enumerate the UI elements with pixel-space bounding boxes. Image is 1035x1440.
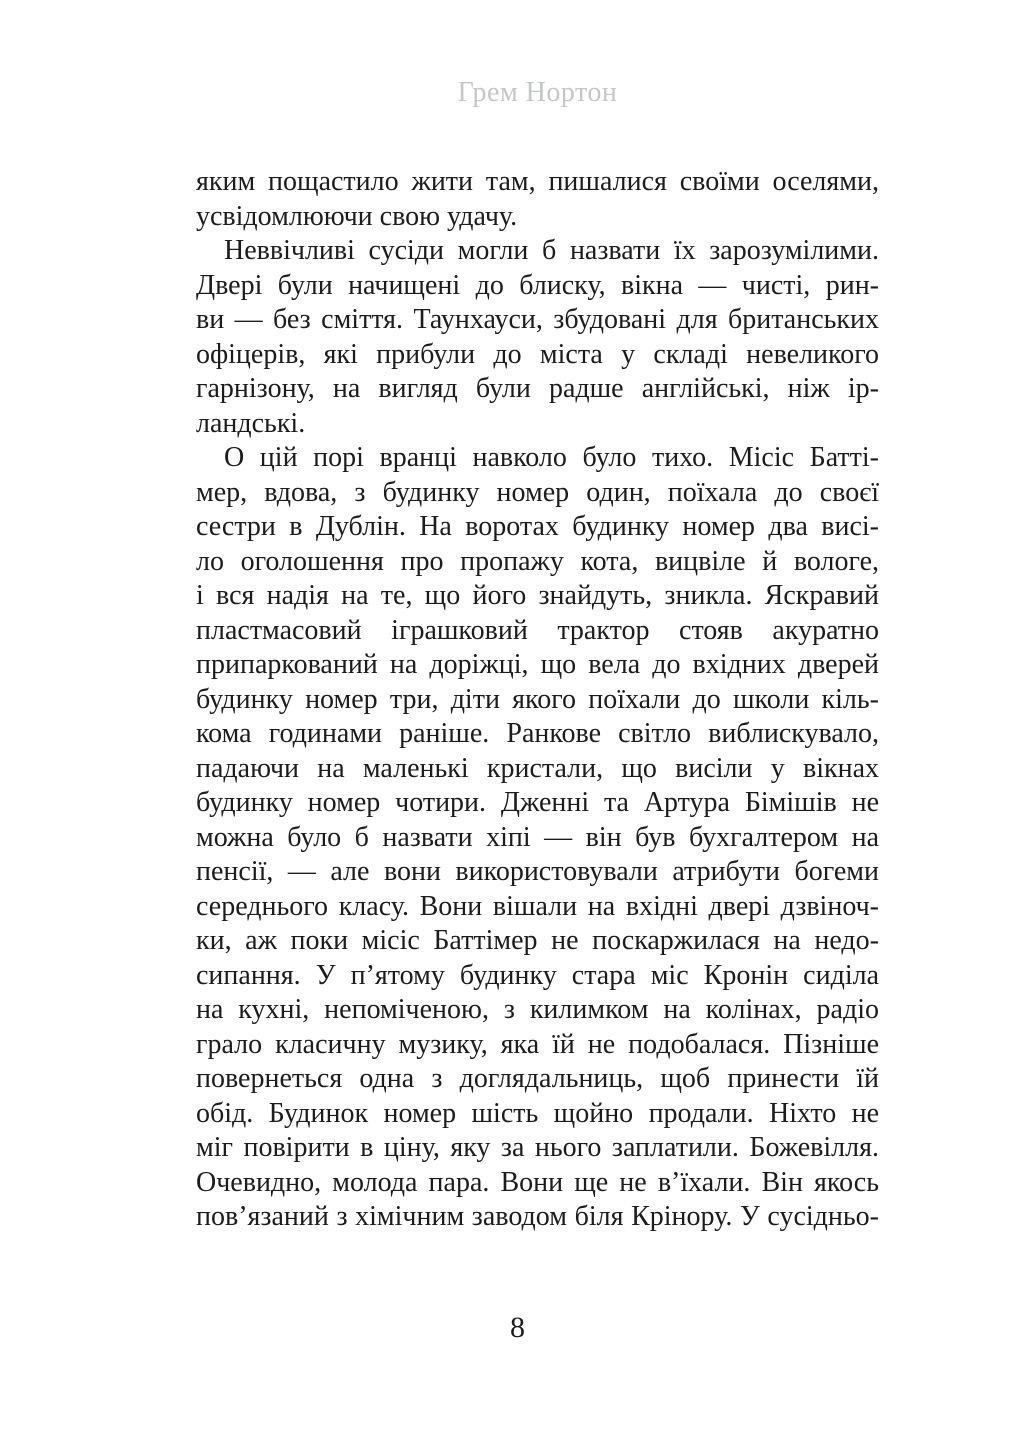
text-line: кома годинами раніше. Ранкове світло виблискувало, bbox=[196, 718, 879, 749]
text-line: будинку номер чотири. Дженні та Артура Бімішів не bbox=[196, 787, 879, 818]
text-line: ландські. bbox=[196, 407, 306, 439]
text-line: будинку номер три, діти якого поїхали до школи кіль- bbox=[196, 683, 879, 715]
running-header-author: Грем Нортон bbox=[457, 77, 618, 108]
text-line: можна було б назвати хіпі — він був бухгалтером на bbox=[196, 821, 879, 853]
text-line: мер, вдова, з будинку номер один, поїхала до своєї bbox=[196, 476, 879, 508]
text-line: сестри в Дублін. На воротах будинку номер два висі- bbox=[196, 511, 879, 542]
text-line: падаючи на маленькі кристали, що висіли у вікнах bbox=[196, 752, 879, 784]
text-line: середнього класу. Вони вішали на вхідні двері дзвіноч- bbox=[196, 890, 879, 922]
text-line: усвідомлюючи свою удачу. bbox=[196, 200, 518, 232]
text-line: ки, аж поки місіс Баттімер не поскаржилася на недо- bbox=[196, 925, 879, 956]
text-line: пенсії, — але вони використовували атрибути богеми bbox=[196, 856, 879, 887]
text-line: О цій порі вранці навколо було тихо. Місіс Батті- bbox=[224, 442, 879, 473]
text-line: Очевидно, молода пара. Вони ще не в’їхали. Він якось bbox=[196, 1166, 879, 1198]
text-line: міг повірити в ціну, яку за нього заплатили. Божевілля. bbox=[196, 1132, 879, 1163]
text-line: і вся надія на те, що його знайдуть, зникла. Яскравий bbox=[196, 580, 879, 611]
text-line: обід. Будинок номер шість щойно продали. Ніхто не bbox=[196, 1097, 879, 1129]
text-line: ло оголошення про пропажу кота, вицвіле й вологе, bbox=[196, 545, 879, 577]
text-line: яким пощастило жити там, пишалися своїми оселями, bbox=[196, 166, 879, 197]
body-text bbox=[196, 165, 879, 1235]
text-line: припаркований на доріжці, що вела до вхідних дверей bbox=[196, 649, 879, 680]
text-line: на кухні, непоміченою, з килимком на колінах, радіо bbox=[196, 994, 879, 1025]
text-line: повернеться одна з доглядальниць, щоб принести їй bbox=[196, 1063, 879, 1094]
page-number: 8 bbox=[510, 1311, 525, 1344]
text-line: грало класичну музику, яка їй не подобалася. Пізніше bbox=[196, 1028, 879, 1060]
text-line: гарнізону, на вигляд були радше англійські, ніж ір- bbox=[196, 373, 879, 404]
text-line: пластмасовий іграшковий трактор стояв акуратно bbox=[196, 614, 879, 646]
text-line: ви — без сміття. Таунхауси, збудовані для британських bbox=[196, 304, 879, 335]
text-line: Неввічливі сусіди могли б назвати їх зарозумілими. bbox=[224, 235, 879, 266]
text-line: пов’язаний з хімічним заводом біля Крінору. У сусідньо- bbox=[196, 1201, 879, 1232]
text-line: Двері були начищені до блиску, вікна — чисті, рин- bbox=[196, 269, 879, 301]
text-line: офіцерів, які прибули до міста у складі невеликого bbox=[196, 338, 879, 370]
text-line: сипання. У п’ятому будинку стара міс Кронін сиділа bbox=[196, 959, 879, 991]
